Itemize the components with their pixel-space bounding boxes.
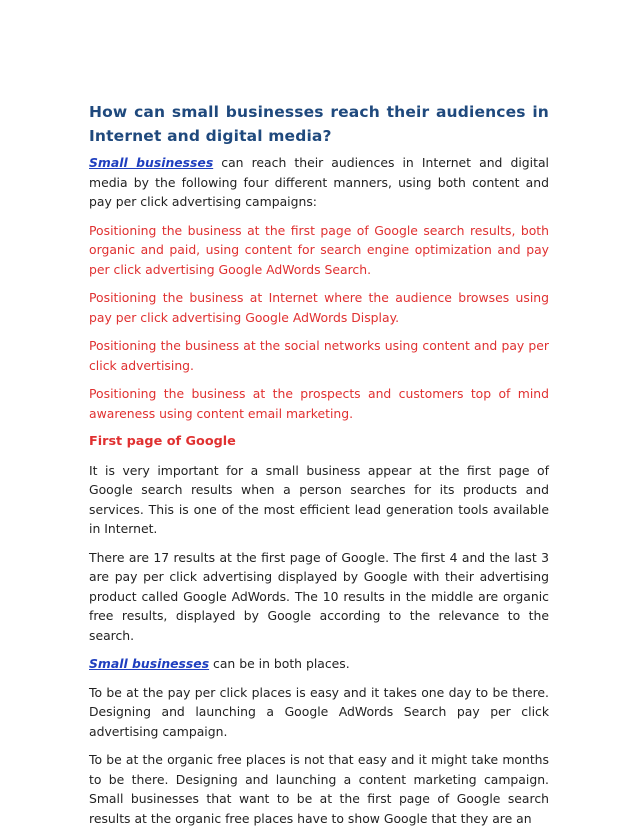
manner-item-3: Positioning the business at the social networks using content and pay per click advertising. [89,338,549,373]
paragraph-both-places [89,654,549,674]
intro-paragraph [89,153,549,212]
small-businesses-link[interactable]: Small businesses [89,155,214,170]
intro-text: can reach their audiences in Internet and digital media by the following four different manners, using both content and pay per click advertising campaigns: [89,155,549,209]
manner-item-1: Positioning the business at the first page of Google search results, both organic and paid, using content for search engine optimization and pay per click advertising Google AdWords Search. [89,222,549,277]
paragraph-organic-places: To be at the organic free places is not that easy and it might take months to be there. Designing and launching a content marketing campaign. Small businesses that want to be at the first page of Google search results at the organic free places have to show Google that they are an [89,752,549,826]
page-title: How can small businesses reach their audiences in Internet and digital media? [89,103,549,145]
manner-item-4: Positioning the business at the prospects and customers top of mind awareness using content email marketing. [89,386,549,421]
document-page [89,100,549,837]
paragraph-paid-places: To be at the pay per click places is easy and it takes one day to be there. Designing and launching a Google AdWords Search pay per click advertising campaign. [89,684,549,739]
both-places-text: can be in both places. [209,656,350,671]
manner-item-2: Positioning the business at Internet where the audience browses using pay per click advertising Google AdWords Display. [89,290,549,325]
small-businesses-link-2[interactable]: Small businesses [89,656,210,671]
paragraph-results: There are 17 results at the first page of Google. The first 4 and the last 3 are pay per click advertising displayed by Google with their advertising product called Google AdWords. The 10 results in the middle are organic free results, displayed by Google according to the relevance to the search. [89,549,549,643]
paragraph-importance: It is very important for a small business appear at the first page of Google search results when a person searches for its products and services. This is one of the most efficient lead generation tools available in Internet. [89,462,549,536]
section-title: First page of Google [89,434,236,449]
